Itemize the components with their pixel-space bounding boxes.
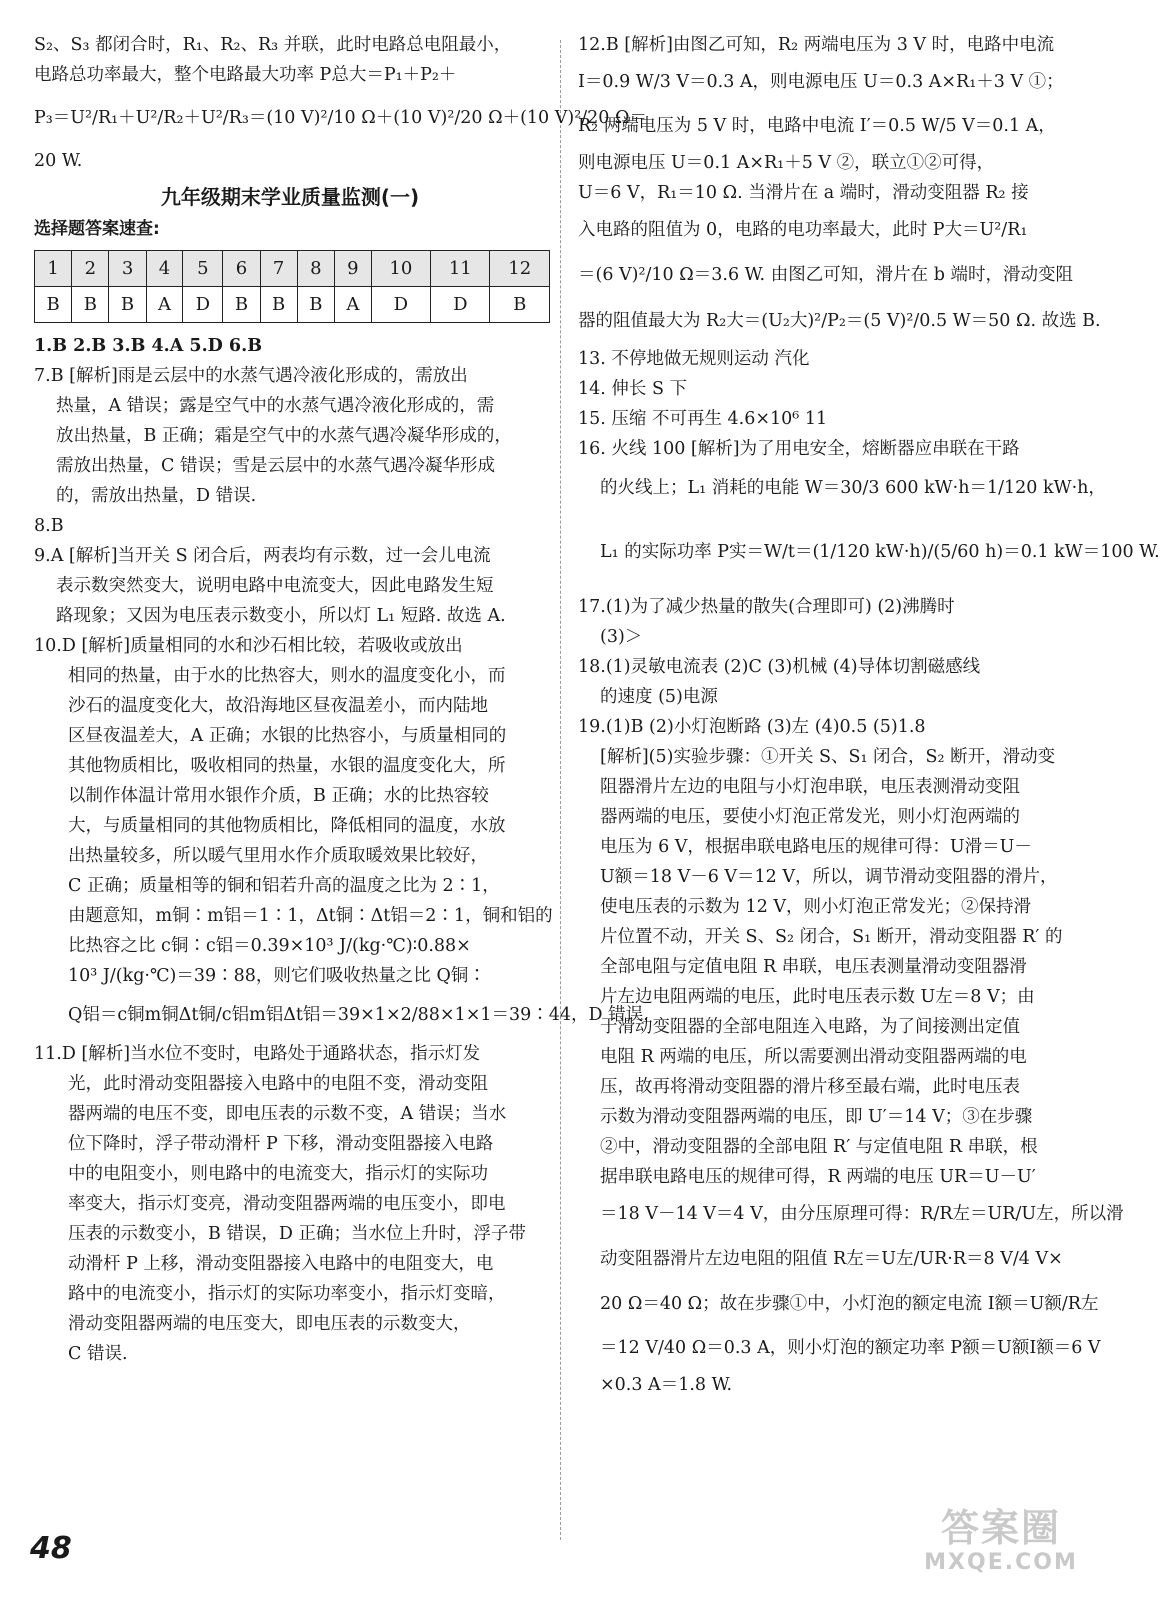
text-line: S₂、S₃ 都闭合时，R₁、R₂、R₃ 并联，此时电路总电阻最小， [34, 35, 512, 55]
text-line: 位下降时，浮子带动滑杆 P 下移，滑动变阻器接入电路 [68, 1134, 494, 1154]
text-line: 片左边电阻两端的电压，此时电压表示数 U左＝8 V；由 [600, 987, 1035, 1007]
quick-answer-label: 选择题答案速查: [34, 219, 160, 239]
question-19-explanation [578, 712, 1124, 1400]
table-cell: 1 [35, 251, 72, 287]
text-line: 的火线上；L₁ 消耗的电能 W＝30/3 600 kW·h＝1/120 kW·h， [600, 478, 1106, 498]
table-cell: A [146, 287, 183, 323]
text-line: 热量，A 错误；露是空气中的水蒸气遇冷液化形成的，需 [56, 396, 495, 416]
text-line: ×0.3 A＝1.8 W. [600, 1375, 733, 1395]
text-line: 器的阻值最大为 R₂大＝(U₂大)²/P₂＝(5 V)²/0.5 W＝50 Ω. 故选 B. [578, 311, 1101, 331]
table-cell: A [334, 287, 371, 323]
question-8-answer: 8.B [34, 516, 64, 536]
text-line: 则电源电压 U＝0.1 A×R₁＋5 V ②，联立①②可得， [578, 153, 995, 173]
table-cell: 10 [371, 251, 430, 287]
text-line: 10³ J/(kg·℃)＝39∶88，则它们吸收热量之比 Q铜∶ [68, 966, 486, 986]
text-line: 放出热量，B 正确；霜是空气中的水蒸气遇冷凝华形成的， [56, 426, 512, 446]
text-line: ＝12 V/40 Ω＝0.3 A，则小灯泡的额定功率 P额＝U额I额＝6 V [600, 1338, 1101, 1358]
table-cell: B [109, 287, 146, 323]
answer-table-answer-row [35, 287, 550, 323]
table-cell: B [297, 287, 334, 323]
text-line: 9.A [解析]当开关 S 闭合后，两表均有示数，过一会儿电流 [34, 546, 491, 566]
watermark-main: 答案圈 [940, 1506, 1061, 1550]
text-line: 19.(1)B (2)小灯泡断路 (3)左 (4)0.5 (5)1.8 [578, 717, 926, 737]
table-cell: 9 [334, 251, 371, 287]
table-cell: B [72, 287, 109, 323]
text-line: 片位置不动，开关 S、S₂ 闭合，S₁ 断开，滑动变阻器 R′ 的 [600, 927, 1063, 947]
page-number: 48 [30, 1531, 72, 1566]
table-cell: 5 [183, 251, 223, 287]
text-line: 阻器滑片左边的电阻与小灯泡串联，电压表测滑动变阻 [600, 777, 1020, 797]
text-line: 于滑动变阻器的全部电阻连入电路，为了间接测出定值 [600, 1017, 1020, 1037]
question-15-answer: 15. 压缩 不可再生 4.6×10⁶ 11 [578, 409, 828, 429]
text-line: 18.(1)灵敏电流表 (2)C (3)机械 (4)导体切割磁感线 [578, 657, 981, 677]
watermark-logo [916, 1506, 1086, 1586]
text-line: P₃＝U²/R₁＋U²/R₂＋U²/R₃＝(10 V)²/10 Ω＋(10 V)²/20 Ω＋(10 V)²/20 Ω＝ [34, 108, 647, 128]
text-line: 率变大，指示灯变亮，滑动变阻器两端的电压变小，即电 [68, 1194, 506, 1214]
text-line: 比热容之比 c铜∶c铝＝0.39×10³ J/(kg·℃)∶0.88× [68, 936, 471, 956]
text-line: 电路总功率最大，整个电路最大功率 P总大＝P₁＋P₂＋ [34, 65, 457, 85]
question-18-answer [578, 652, 1078, 712]
text-line: 沙石的温度变化大，故沿海地区昼夜温差小，而内陆地 [68, 696, 488, 716]
question-13-answer: 13. 不停地做无规则运动 汽化 [578, 349, 810, 369]
answers-1-6: 1.B 2.B 3.B 4.A 5.D 6.B [34, 336, 262, 356]
table-cell: 3 [109, 251, 146, 287]
text-line: 光，此时滑动变阻器接入电路中的电阻不变，滑动变阻 [68, 1074, 488, 1094]
text-line: U额＝18 V－6 V＝12 V，所以，调节滑动变阻器的滑片， [600, 867, 1058, 887]
text-line: 表示数突然变大，说明电路中电流变大，因此电路发生短 [56, 576, 494, 596]
text-line: 电压为 6 V，根据串联电路电压的规律可得：U滑＝U－ [600, 837, 1032, 857]
table-cell: B [260, 287, 297, 323]
text-line: 的，需放出热量，D 错误. [56, 486, 257, 506]
text-line: 路中的电流变小，指示灯的实际功率变小，指示灯变暗， [68, 1284, 506, 1304]
text-line: 据串联电路电压的规律可得，R 两端的电压 UR＝U－U′ [600, 1167, 1036, 1187]
text-line: 16. 火线 100 [解析]为了用电安全，熔断器应串联在干路 [578, 439, 1020, 459]
text-line: 全部电阻与定值电阻 R 串联，电压表测量滑动变阻器滑 [600, 957, 1027, 977]
table-cell: D [371, 287, 430, 323]
text-line: 压表的示数变小，B 错误，D 正确；当水位上升时，浮子带 [68, 1224, 527, 1244]
table-cell: 2 [72, 251, 109, 287]
intro-block [34, 30, 647, 176]
question-9-explanation [34, 541, 546, 631]
text-line: 压，故再将滑动变阻器的滑片移至最右端，此时电压表 [600, 1077, 1020, 1097]
text-line: 12.B [解析]由图乙可知，R₂ 两端电压为 3 V 时，电路中电流 [578, 35, 1055, 55]
table-cell: B [490, 287, 550, 323]
question-14-answer: 14. 伸长 S 下 [578, 379, 688, 399]
text-line: (3)＞ [600, 627, 643, 647]
text-line: 11.D [解析]当水位不变时，电路处于通路状态，指示灯发 [34, 1044, 481, 1064]
text-line: C 正确；质量相等的铜和铝若升高的温度之比为 2∶1， [68, 876, 500, 896]
text-line: 相同的热量，由于水的比热容大，则水的温度变化小，而 [68, 666, 506, 686]
table-cell: D [183, 287, 223, 323]
text-line: 其他物质相比，吸收相同的热量，水银的温度变化大，所 [68, 756, 506, 776]
text-line: 示数为滑动变阻器两端的电压，即 U′＝14 V；③在步骤 [600, 1107, 1033, 1127]
text-line: ＝(6 V)²/10 Ω＝3.6 W. 由图乙可知，滑片在 b 端时，滑动变阻 [578, 265, 1074, 285]
text-line: 需放出热量，C 错误；雪是云层中的水蒸气遇冷凝华形成 [56, 456, 495, 476]
text-line: L₁ 的实际功率 P实＝W/t＝(1/120 kW·h)/(5/60 h)＝0.1 kW＝100 W. [600, 542, 1160, 562]
text-line: U＝6 V，R₁＝10 Ω. 当滑片在 a 端时，滑动变阻器 R₂ 接 [578, 183, 1029, 203]
text-line: 路现象；又因为电压表示数变小，所以灯 L₁ 短路. 故选 A. [56, 606, 506, 626]
text-line: 电阻 R 两端的电压，所以需要测出滑动变阻器两端的电 [600, 1047, 1027, 1067]
text-line: 以制作体温计常用水银作介质，B 正确；水的比热容较 [68, 786, 489, 806]
table-cell: 6 [223, 251, 260, 287]
answer-table-number-row [35, 251, 550, 287]
text-line: 7.B [解析]雨是云层中的水蒸气遇冷液化形成的，需放出 [34, 366, 468, 386]
text-line: 区昼夜温差大，A 正确；水银的比热容小，与质量相同的 [68, 726, 507, 746]
text-line: 由题意知，m铜∶m铝＝1∶1，Δt铜∶Δt铝＝2∶1，铜和铝的 [68, 906, 553, 926]
text-line: 大，与质量相同的其他物质相比，降低相同的温度，水放 [68, 816, 506, 836]
table-cell: 4 [146, 251, 183, 287]
table-cell: 12 [490, 251, 550, 287]
text-line: 10.D [解析]质量相同的水和沙石相比较，若吸收或放出 [34, 636, 463, 656]
question-10-explanation [34, 631, 649, 1039]
watermark-domain: MXQE.COM [924, 1550, 1078, 1575]
text-line: 滑动变阻器两端的电压变大，即电压表的示数变大， [68, 1314, 471, 1334]
text-line: 20 W. [34, 151, 83, 171]
text-line: ＝18 V－14 V＝4 V，由分压原理可得：R/R左＝UR/U左，所以滑 [600, 1204, 1124, 1224]
text-line: 17.(1)为了减少热量的散失(合理即可) (2)沸腾时 [578, 597, 955, 617]
table-cell: B [35, 287, 72, 323]
right-column [578, 30, 1160, 1400]
question-17-answer [578, 592, 1078, 652]
column-separator [560, 40, 561, 1540]
text-line: R₂ 两端电压为 5 V 时，电路中电流 I′＝0.5 W/5 V＝0.1 A， [578, 116, 1056, 136]
question-16-explanation [578, 434, 1160, 592]
text-line: 的速度 (5)电源 [600, 687, 718, 707]
text-line: 使电压表的示数为 12 V，则小灯泡正常发光；②保持滑 [600, 897, 1032, 917]
text-line: ②中，滑动变阻器的全部电阻 R′ 与定值电阻 R 串联，根 [600, 1137, 1038, 1157]
text-line: 动滑杆 P 上移，滑动变阻器接入电路中的电阻变大，电 [68, 1254, 494, 1274]
table-cell: B [223, 287, 260, 323]
table-cell: 7 [260, 251, 297, 287]
text-line: 入电路的阻值为 0，电路的电功率最大，此时 P大＝U²/R₁ [578, 220, 1028, 240]
text-line: Q铝＝c铜m铜Δt铜/c铝m铝Δt铝＝39×1×2/88×1×1＝39∶44，D 错误. [68, 1005, 649, 1025]
text-line: 出热量较多，所以暖气里用水作介质取暖效果比较好， [68, 846, 488, 866]
question-7-explanation [34, 361, 546, 511]
section-title: 九年级期末学业质量监测(一) [160, 185, 420, 209]
text-line: 中的电阻变小，则电路中的电流变大，指示灯的实际功 [68, 1164, 488, 1184]
text-line: [解析](5)实验步骤：①开关 S、S₁ 闭合，S₂ 断开，滑动变 [600, 747, 1056, 767]
text-line: 动变阻器滑片左边电阻的阻值 R左＝U左/UR·R＝8 V/4 V× [600, 1249, 1063, 1269]
text-line: 器两端的电压不变，即电压表的示数不变，A 错误；当水 [68, 1104, 507, 1124]
table-cell: D [431, 287, 490, 323]
table-cell: 11 [431, 251, 490, 287]
text-line: C 错误. [68, 1344, 128, 1364]
question-11-explanation [34, 1039, 546, 1369]
text-line: 器两端的电压，要使小灯泡正常发光，则小灯泡两端的 [600, 807, 1020, 827]
text-line: 20 Ω＝40 Ω；故在步骤①中，小灯泡的额定电流 I额＝U额/R左 [600, 1294, 1099, 1314]
text-line: I＝0.9 W/3 V＝0.3 A，则电源电压 U＝0.3 A×R₁＋3 V ①； [578, 72, 1064, 92]
answer-table [34, 250, 550, 323]
question-12-explanation [578, 30, 1101, 344]
table-cell: 8 [297, 251, 334, 287]
